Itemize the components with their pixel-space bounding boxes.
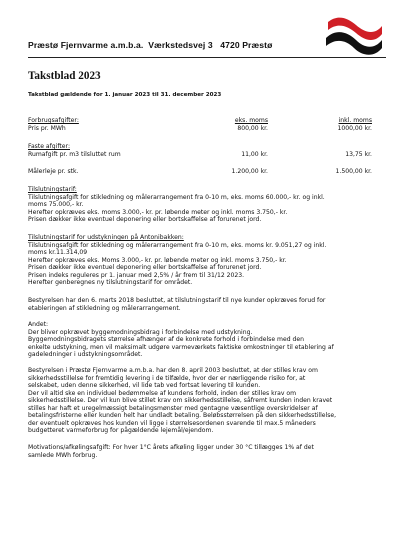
text-line: stilles har haft et uregelmæssigt betalingsmønster med gentagne væsentlige overskridelser af	[28, 404, 318, 412]
row-label: Rumafgift pr. m3 tilsluttet rum	[28, 151, 121, 158]
section-heading: Tilslutningstarif:	[28, 186, 77, 193]
document-title: Takstblad 2023	[28, 70, 101, 82]
consumption-header: Forbrugsafgifter:	[28, 117, 79, 124]
text-line: selskabet, uden denne sikkerhed, vil lide tab ved fortsat levering til kunden.	[28, 382, 261, 389]
table-row	[28, 151, 388, 159]
row-excl: 11,00 kr.	[241, 151, 268, 158]
antoni-section	[28, 234, 378, 287]
document-subtitle: Takstblad gældende for 1. januar 2023 til 31. december 2023	[28, 92, 222, 98]
table-row	[28, 168, 388, 176]
row-incl: 13,75 kr.	[345, 151, 372, 158]
text-line: Der vil altid ske en individuel bedømmelse af kundens forhold, inden der stilles krav om	[28, 389, 297, 397]
text-line: Prisen indeks reguleres pr 1. januar med 2,5% / år frem til 31/12 2023.	[28, 271, 245, 279]
text-line: budgetteret varmeforbrug for pågældende lejemål/ejendom.	[28, 427, 214, 434]
text-line: samlede MWh forbrug.	[28, 451, 98, 459]
text-line: Bestyrelsen har den 6. marts 2018 besluttet, at tilslutningstarif til nye kunder opkræves forud for	[28, 297, 326, 304]
text-line: Andet:	[28, 321, 49, 328]
andet-section	[28, 321, 378, 359]
text-line: Tilslutningsafgift for stikledning og målerarrangement fra 0-10 m, eks. moms 60.000,- kr. og inkl.	[28, 193, 325, 201]
text-line: etableringen af stikledning og målerarrangement.	[28, 304, 181, 312]
fixed-header-row	[28, 143, 388, 151]
text-line: moms kr.11.314,09	[28, 249, 88, 256]
table-row	[28, 125, 388, 133]
text-line: betalingsfristerne eller kunden helt har undladt betaling. Beløbsstørrelsen på den sikkerhedsstillelse,	[28, 412, 337, 419]
text-line: Prisen dækker ikke eventuel deponering eller bortskaffelse af forurenet jord.	[28, 264, 262, 271]
tilslutning-section	[28, 186, 378, 224]
letterhead	[28, 40, 308, 56]
text-line: Tilslutningsafgift for stikledning og målerarrangement fra 0-10 m, eks. moms kr. 9.051,27 og inkl.	[28, 241, 327, 249]
row-label: Pris pr. MWh	[28, 125, 66, 132]
text-line: Bestyrelsen i Præstø Fjernvarme a.m.b.a. har den 8. april 2003 besluttet, at der stilles krav om	[28, 367, 318, 374]
fixed-header: Faste afgifter:	[28, 143, 70, 150]
text-line: Prisen dækker ikke eventuel deponering eller bortskaffelse af forurenet jord.	[28, 216, 262, 223]
section-heading: Tilslutningstarif for udstykningen på Antonibakken:	[28, 234, 184, 241]
table-header-row	[28, 117, 388, 125]
motivation-section	[28, 444, 378, 459]
text-line: moms 75.000,- kr.	[28, 201, 84, 208]
company-logo	[322, 16, 386, 56]
board-decision-2018	[28, 297, 378, 312]
text-line: Herefter opkræves eks. moms 3.000,- kr. pr. løbende meter og inkl. moms 3.750,- kr.	[28, 208, 288, 216]
text-line: enkelte udstykning, men vil maksimalt udgøre varmeværkets faktiske omkostninger til etablering af	[28, 343, 334, 351]
row-excl: 1.200,00 kr.	[231, 168, 268, 175]
col-excl-header: eks. moms	[234, 117, 268, 124]
text-line: sikkerhedsstillelse. Der vil kun blive stillet krav om sikkerhedsstillelse, såfremt kunden inden kravet	[28, 397, 333, 404]
text-line: sikkerhedsstillelse for fremtidig levering i de tilfælde, hvor der er nærliggende risiko for, at	[28, 374, 306, 382]
col-incl-header: inkl. moms	[338, 117, 372, 124]
text-line: Der bliver opkrævet byggemodningsbidrag i forbindelse med udstykning.	[28, 328, 253, 336]
text-line: der eventuelt opkræves hos kunden vil ligge i størrelsesordenen svarende til max.5 måneders	[28, 419, 316, 427]
row-incl: 1000,00 kr.	[337, 125, 372, 132]
text-line: Motivations/afkølingsafgift: For hver 1°C årets afkøling ligger under 30 °C tillægges 1% af det	[28, 444, 314, 451]
board-decision-2003	[28, 367, 378, 435]
company-address: Præstø Fjernvarme a.m.b.a. Værkstedsvej 3 4720 Præstø	[28, 40, 273, 50]
text-line: Herefter genberegnes ny tilslutningstarif for området.	[28, 279, 193, 286]
text-line: Byggemodningsbidragets størrelse afhænger af de konkrete forhold i forbindelse med den	[28, 336, 304, 343]
text-line: gadeledninger i udstykningsområdet.	[28, 351, 143, 358]
row-excl: 800,00 kr.	[237, 125, 268, 132]
text-line: Herefter opkræves eks. Moms 3.000,- kr. pr. løbende meter og inkl. moms 3.750,- kr.	[28, 256, 287, 264]
row-incl: 1.500,00 kr.	[335, 168, 372, 175]
row-label: Målerleje pr. stk.	[28, 168, 79, 175]
header-rule	[28, 57, 386, 58]
